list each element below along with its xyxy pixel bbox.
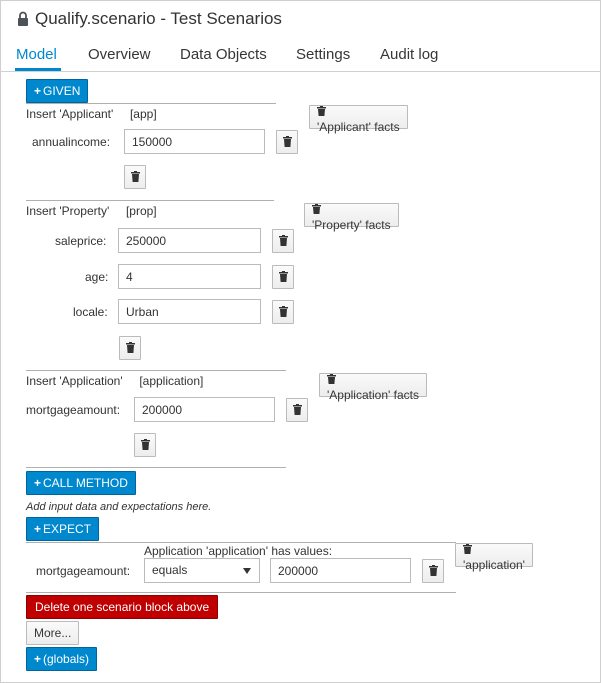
call-method-button[interactable] xyxy=(26,471,136,495)
divider xyxy=(26,370,286,371)
page-title: Qualify.scenario - Test Scenarios xyxy=(35,9,282,28)
delete-applicant-fact-button[interactable] xyxy=(124,165,146,189)
property-facts-button[interactable] xyxy=(304,203,399,232)
globals-button-label: (globals) xyxy=(43,652,90,666)
trash-icon xyxy=(279,271,288,282)
tab-overview[interactable]: Overview xyxy=(88,46,151,63)
tab-audit-log[interactable]: Audit log xyxy=(380,46,439,63)
field-label-saleprice: saleprice: xyxy=(55,234,107,248)
tab-bar xyxy=(1,37,600,72)
trash-icon xyxy=(141,439,150,450)
expectation-facts-button[interactable] xyxy=(455,543,533,572)
applicant-facts-button[interactable] xyxy=(309,105,408,134)
divider xyxy=(26,542,456,543)
saleprice-input[interactable] xyxy=(118,228,261,253)
field-label-mortgageamount: mortgageamount: xyxy=(26,403,121,417)
operator-value: equals xyxy=(152,563,188,577)
property-bound-name: [prop] xyxy=(125,204,157,218)
expectation-facts-label: 'application' xyxy=(463,558,525,572)
trash-icon xyxy=(283,136,292,147)
tab-data-objects[interactable]: Data Objects xyxy=(180,46,267,63)
application-bound-name: [application] xyxy=(139,374,204,388)
plus-icon: + xyxy=(34,476,42,490)
property-facts-label: 'Property' facts xyxy=(312,218,391,232)
delete-property-fact-button[interactable] xyxy=(119,336,141,360)
trash-icon xyxy=(463,544,472,554)
trash-icon xyxy=(327,374,336,384)
tab-model[interactable]: Model xyxy=(16,46,57,63)
trash-icon xyxy=(293,404,302,415)
delete-expectation-button[interactable] xyxy=(422,559,444,583)
application-facts-button[interactable] xyxy=(319,373,427,402)
plus-icon: + xyxy=(34,522,42,536)
divider xyxy=(26,103,276,104)
more-button-label: More... xyxy=(34,626,72,640)
applicant-bound-name: [app] xyxy=(129,107,157,121)
mortgageamount-input[interactable] xyxy=(134,397,275,422)
delete-application-fact-button[interactable] xyxy=(134,433,156,457)
expectation-field-label: mortgageamount: xyxy=(36,564,131,578)
annualincome-input[interactable] xyxy=(124,129,265,154)
hint-text: Add input data and expectations here. xyxy=(26,501,212,513)
active-tab-indicator xyxy=(15,68,61,71)
divider xyxy=(26,200,274,201)
globals-button[interactable] xyxy=(26,647,97,671)
field-label-annualincome: annualincome: xyxy=(32,135,111,149)
locale-input[interactable] xyxy=(118,299,261,324)
lock-icon xyxy=(17,11,29,27)
caret-down-icon xyxy=(243,568,251,574)
delete-locale-button[interactable] xyxy=(272,300,294,324)
age-input[interactable] xyxy=(118,264,261,289)
title-bar xyxy=(1,1,600,37)
operator-select[interactable] xyxy=(144,558,260,583)
plus-icon: + xyxy=(34,84,42,98)
property-header: Insert 'Property' [prop] xyxy=(26,204,157,218)
delete-scenario-block-label: Delete one scenario block above xyxy=(35,600,210,614)
expect-button[interactable] xyxy=(26,517,99,541)
trash-icon xyxy=(312,204,321,214)
delete-saleprice-button[interactable] xyxy=(272,229,294,253)
trash-icon xyxy=(279,306,288,317)
delete-age-button[interactable] xyxy=(272,265,294,289)
trash-icon xyxy=(131,171,140,182)
expect-label: EXPECT xyxy=(43,522,92,536)
application-facts-label: 'Application' facts xyxy=(327,388,419,402)
expectation-value-input[interactable] xyxy=(270,558,411,583)
divider xyxy=(26,592,456,593)
field-label-locale: locale: xyxy=(73,305,108,319)
plus-icon: + xyxy=(34,652,42,666)
trash-icon xyxy=(317,106,326,116)
delete-scenario-block-button[interactable] xyxy=(26,595,218,619)
given-button[interactable] xyxy=(26,79,88,103)
delete-annualincome-button[interactable] xyxy=(276,130,298,154)
trash-icon xyxy=(429,565,438,576)
divider xyxy=(26,467,286,468)
tab-settings[interactable]: Settings xyxy=(296,46,351,63)
delete-mortgageamount-button[interactable] xyxy=(286,398,308,422)
applicant-facts-label: 'Applicant' facts xyxy=(317,120,400,134)
application-header: Insert 'Application' [application] xyxy=(26,374,204,388)
more-button[interactable] xyxy=(26,621,79,645)
field-label-age: age: xyxy=(85,270,109,284)
given-button-label: GIVEN xyxy=(43,84,81,98)
applicant-header: Insert 'Applicant' [app] xyxy=(26,107,157,121)
trash-icon xyxy=(126,342,135,353)
call-method-label: CALL METHOD xyxy=(43,476,128,490)
expectation-header: Application 'application' has values: xyxy=(144,544,333,558)
trash-icon xyxy=(279,235,288,246)
